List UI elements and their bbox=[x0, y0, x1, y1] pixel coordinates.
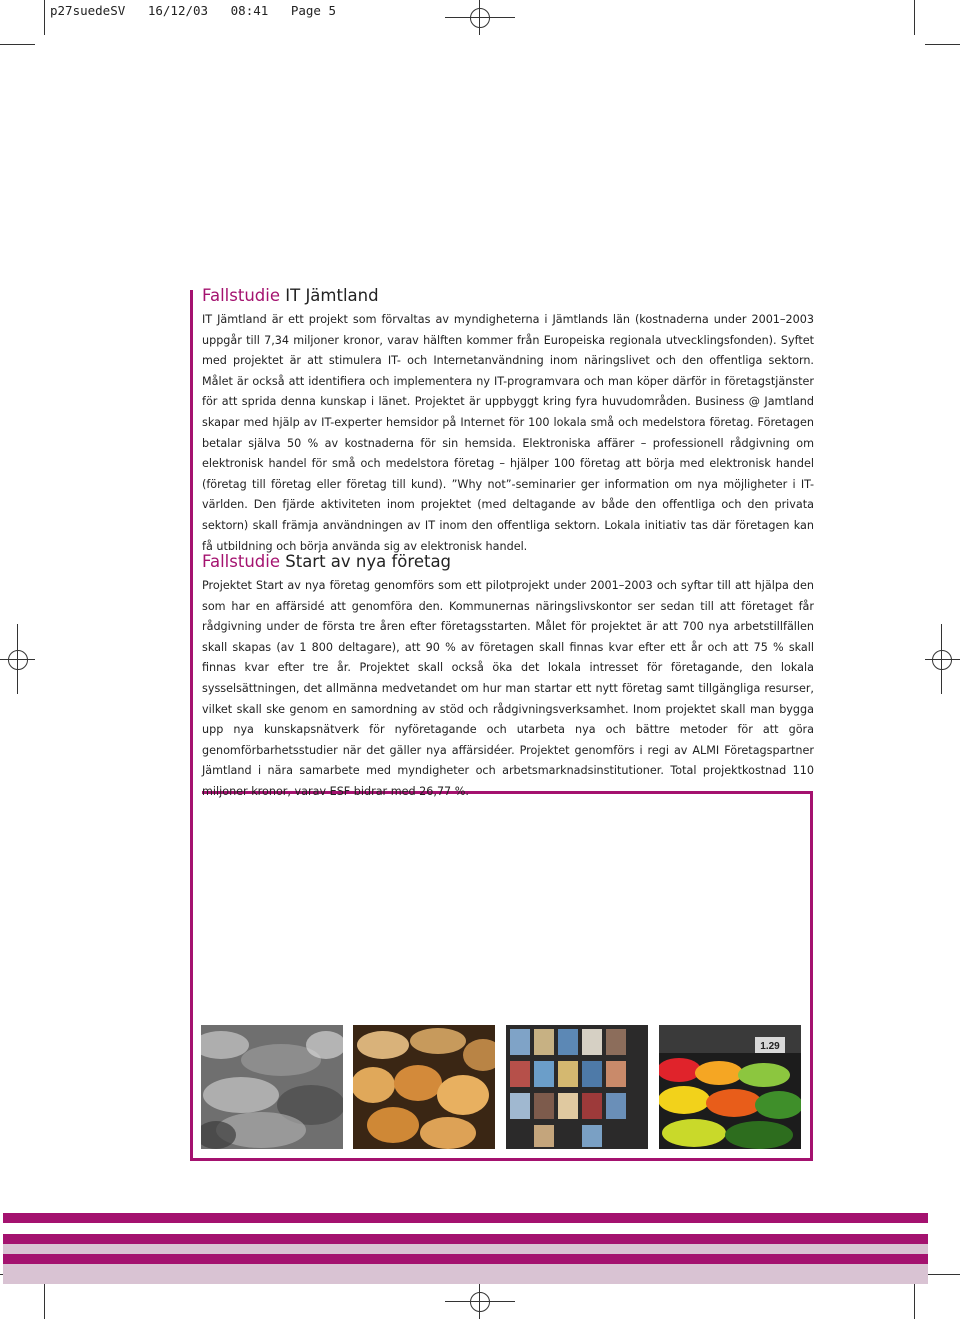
slug-line bbox=[50, 3, 336, 18]
photo-crowd bbox=[201, 1025, 343, 1149]
accent-rule bbox=[190, 290, 193, 1160]
case-study-kicker: Fallstudie bbox=[202, 286, 280, 305]
case-study-kicker: Fallstudie bbox=[202, 552, 280, 571]
case-study-title: Start av nya företag bbox=[285, 552, 452, 571]
case-study-body: Projektet Start av nya företag genomförs som ett pilotprojekt under 2001–2003 och syftar till att hjälpa den som har en affärsidé att genomföra den. Kommunernas näringslivskontor ser sedan till att företaget får rådgivning under de första tre åren efter företagsstarten. Målet för projektet är att 700 nya arbetstillfällen skall skapas (av 1 800 deltagare), att 90 % av företagen skall finnas kvar efter ett år och att 75 % skall finnas kvar efter tre år. Projektet skall också öka det lokala intresset för företagande, den lokala sysselsättningen, det allmänna medvetandet om hur man startar ett nytt företag samt tillgängliga resurser, vilket skall ske genom en samordning av stöd och rådgivningsverksamhet. Inom projektet skall man bygga upp nya kunskapsnätverk för nyföretagande och utarbeta nya och bättre metoder för att göra genomförbarhetsstudier när det gäller nya affärsidéer. Projektet genomförs i regi av ALMI Företagspartner Jämtland i nära samarbete med myndigheter och arbetsmarknadsinstitutioner. Total projektkostnad 110 miljoner kronor, varav ESF bidrar med 26,77 %. bbox=[202, 579, 814, 798]
slug-filename: p27suedeSV bbox=[50, 3, 126, 18]
case-study-it-jamtland bbox=[202, 285, 814, 557]
frame-bottom-rule bbox=[190, 1158, 813, 1161]
case-study-title: IT Jämtland bbox=[285, 286, 379, 305]
slug-time: 08:41 bbox=[230, 3, 269, 18]
case-study-heading bbox=[202, 551, 814, 573]
case-study-heading bbox=[202, 285, 814, 307]
case-study-body: IT Jämtland är ett projekt som förvaltas av myndigheterna i Jämtlands län (kostnaderna under 2001–2003 uppgår till 7,34 miljoner kronor, varav hälften kommer från Europeiska regionala utvecklingsfonden). Syftet med projektet är att stimulera IT- och Internetanvändning inom näringslivet och den offentliga sektorn. Målet är också att identifiera och implementera ny IT-programvara och man köper därför in företagstjänster för att sprida denna kunskap i länet. Projektet är uppbyggt kring fyra huvudområden. Business @ Jamtland skapar med hjälp av IT-experter hemsidor på Internet för 100 lokala små och medelstora företag. Företagen betalar själva 50 % av kostnaderna för sin hemsida. Elektroniska affärer – professionell rådgivning om elektronisk handel för små och medelstora företag – hjälper 100 företag att börja med elektronisk handel (företag till företag eller företag till kund). ”Why not”-seminarier ger information om nya möjligheter i IT-världen. Den fjärde aktiviteten inom projektet (med deltagande av både den offentliga och den privata sektorn) skall främja användningen av IT inom den offentliga sektorn. Lokala initiativ tas där företagen kan få utbildning och börja använda sig av elektronisk handel. bbox=[202, 313, 814, 553]
slug-page: Page 5 bbox=[290, 3, 337, 18]
frame-right-rule bbox=[810, 791, 813, 1159]
photo-postcards bbox=[506, 1025, 648, 1149]
photo-fruit-market bbox=[659, 1025, 801, 1149]
photo-bread bbox=[353, 1025, 495, 1149]
case-study-start-nya-foretag bbox=[202, 551, 814, 803]
slug-date: 16/12/03 bbox=[147, 3, 209, 18]
price-sign: 1.29 bbox=[760, 1041, 780, 1052]
